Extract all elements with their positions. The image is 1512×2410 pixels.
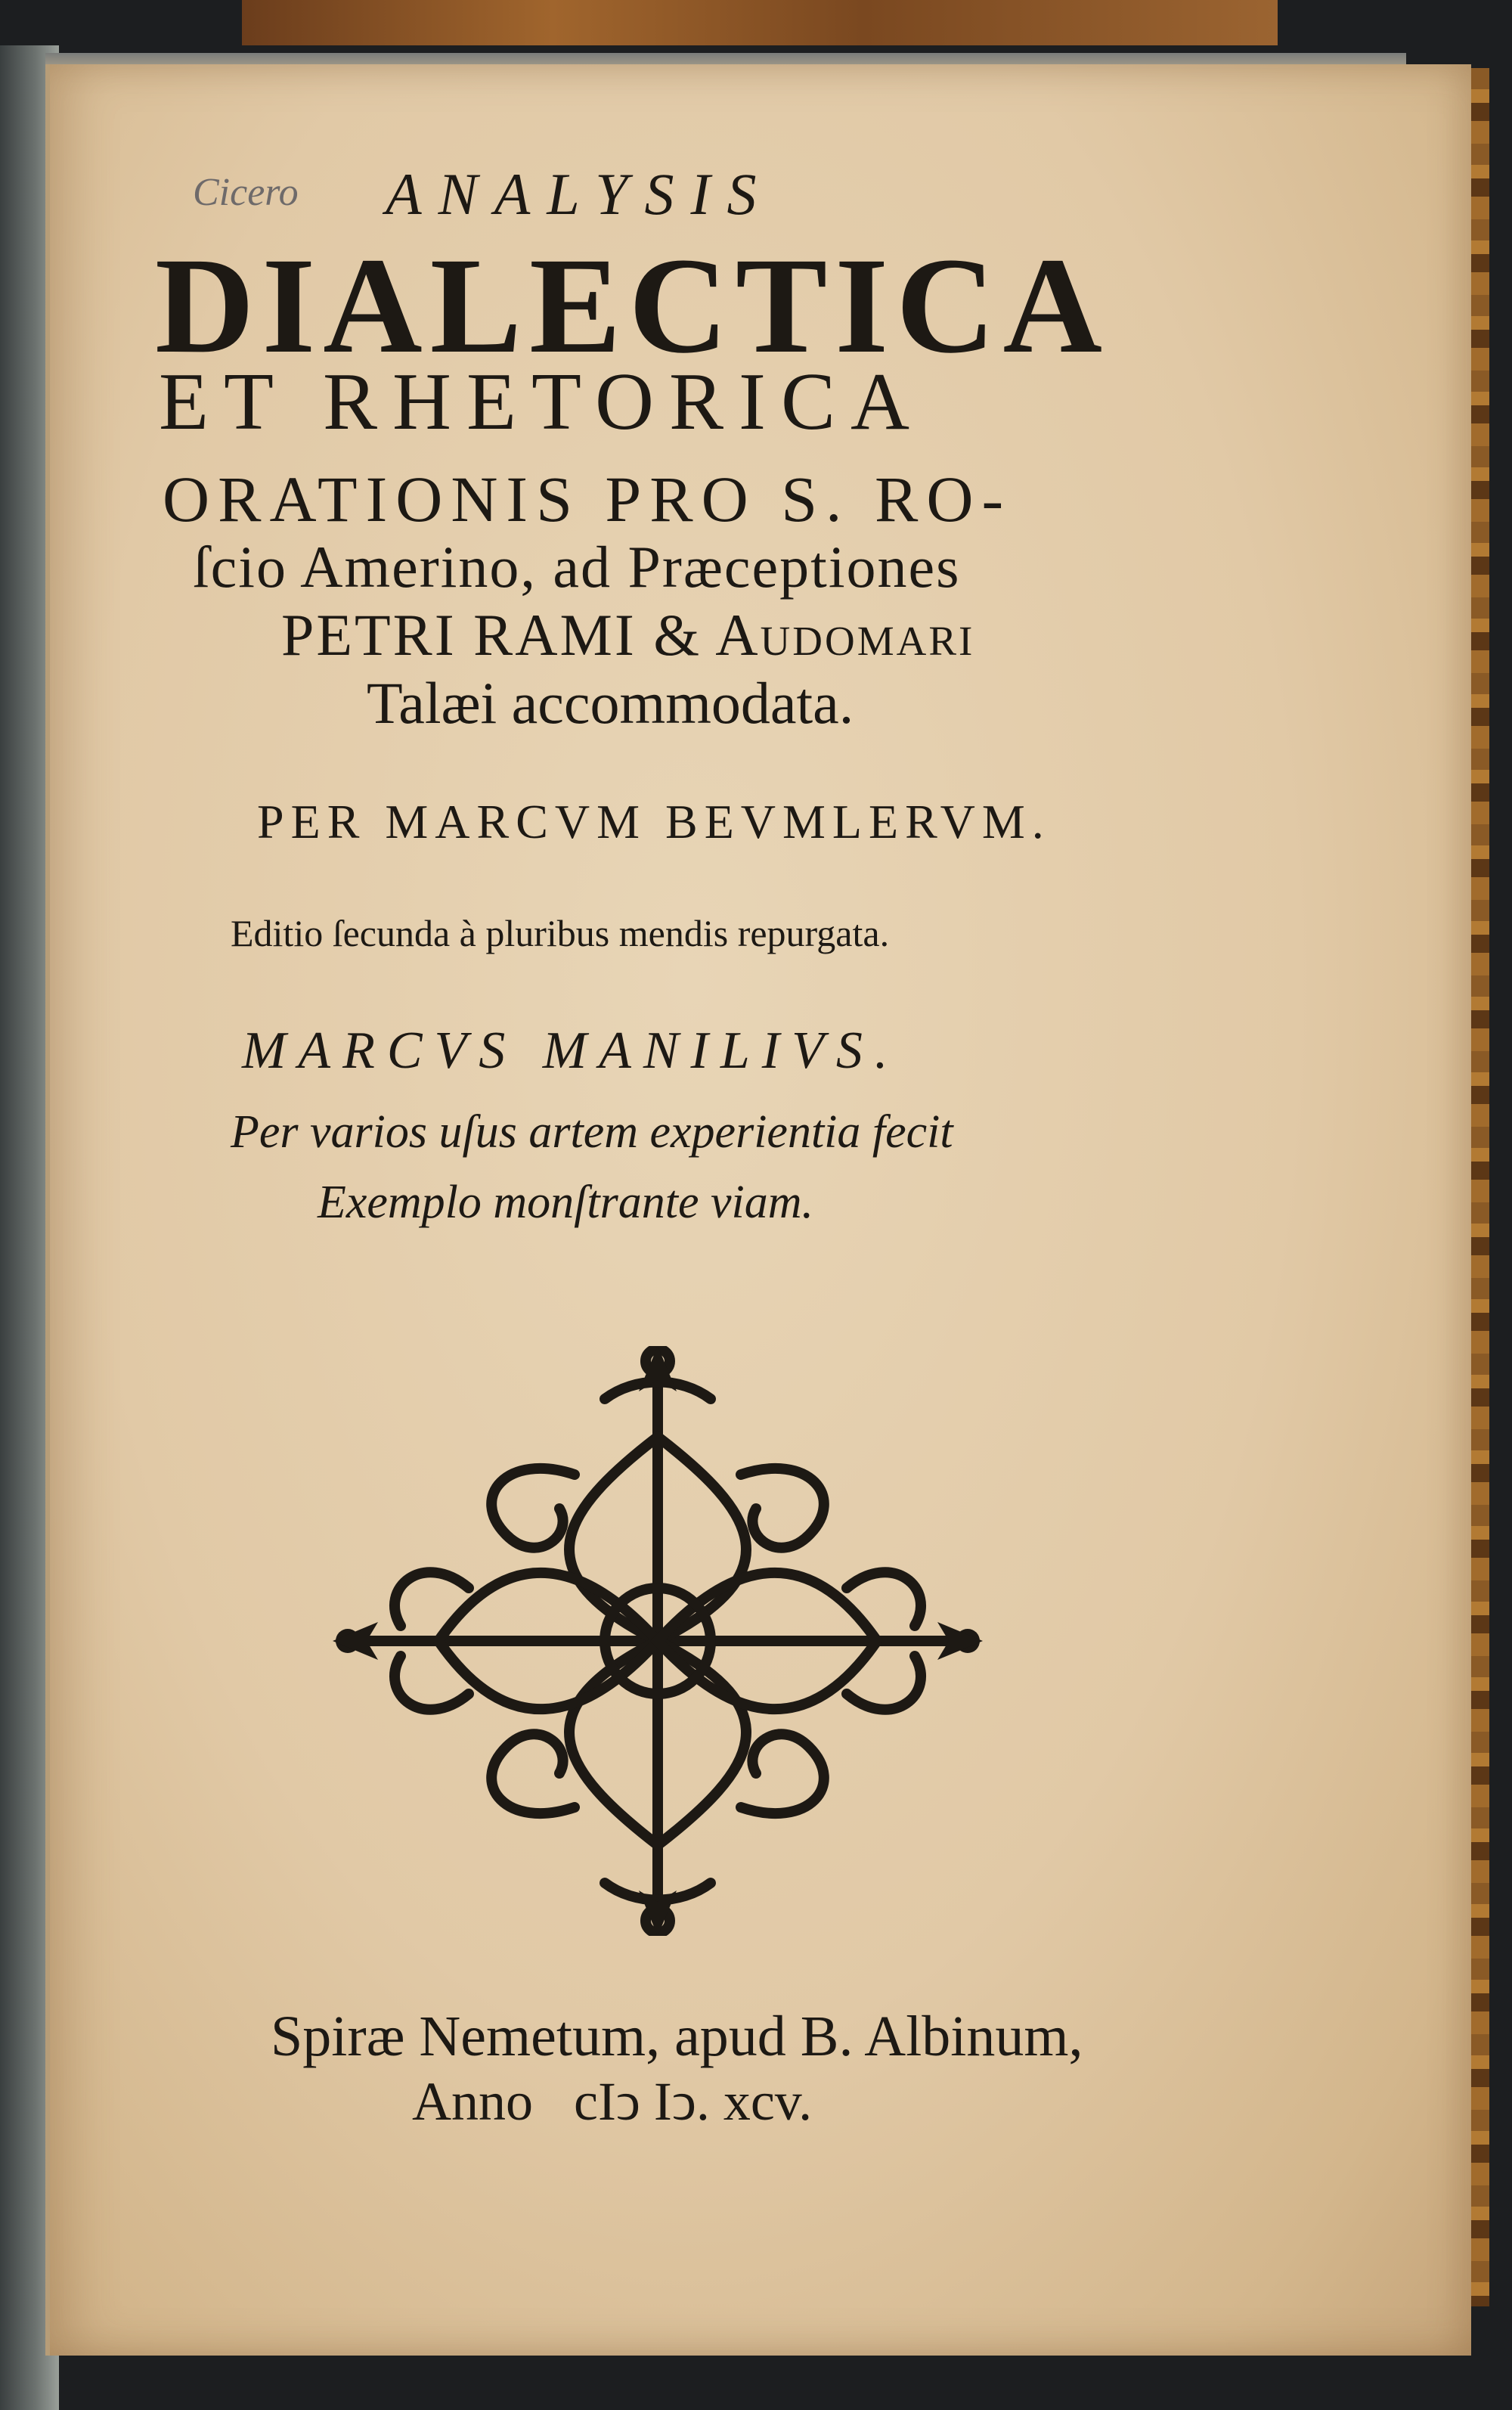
motto-line-2: Exemplo monſtrante viam. (318, 1177, 814, 1228)
title-line-scio: ſcio Amerino, ad Præceptiones (193, 534, 961, 600)
heading-analysis: ANALYSIS (386, 161, 773, 227)
heading-orationis: ORATIONIS PRO S. RO- (163, 463, 1012, 535)
printers-ornament-fleuron (333, 1346, 983, 1936)
heading-dialectica: DIALECTICA (155, 230, 1111, 382)
title-line-petri: PETRI RAMI & Audomari (281, 602, 975, 668)
edition-line: Editio ſecunda à pluribus mendis repurgata. (231, 912, 890, 954)
motto-author: MARCVS MANILIVS. (242, 1022, 900, 1080)
author-line: PER MARCVM BEVMLERVM. (257, 795, 1051, 848)
imprint-year: Anno cIↄ Iↄ. xcv. (412, 2071, 813, 2132)
title-line-talaei: Talæi accommodata. (367, 670, 854, 736)
imprint-place: Spiræ Nemetum, apud B. Albinum, (271, 2005, 1083, 2068)
motto-line-1: Per varios uſus artem experientia fecit (231, 1106, 953, 1158)
heading-rhetorica: ET RHETORICA (159, 357, 925, 447)
pencil-annotation: Cicero (193, 171, 299, 214)
book-cover-top-edge (242, 0, 1278, 45)
